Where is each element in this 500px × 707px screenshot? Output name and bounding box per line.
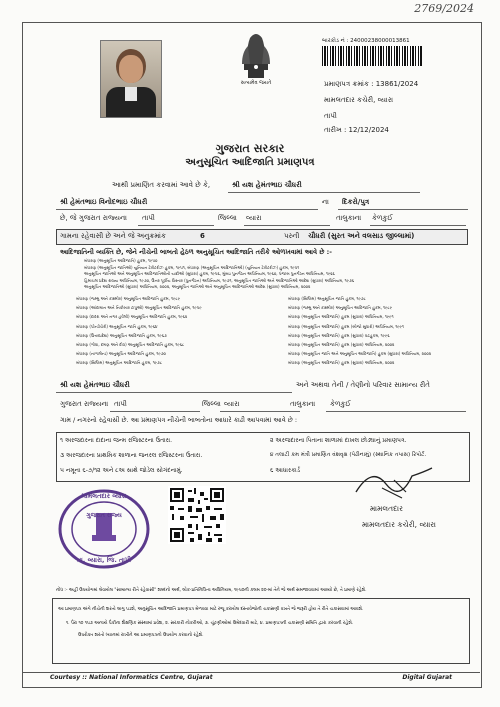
footer-credit: Courtesy :: National Informatics Centre, Gujarat	[50, 674, 213, 681]
seal-top-text: મામલતદાર વ્યારા	[81, 492, 127, 500]
certify-text: આથી પ્રમાણિત કરવામાં આવે છે કે,	[112, 181, 211, 189]
tribe-declaration: આદિજાતિની વ્યક્તિ છે, જેને નીચેની બાબતો હેઠળ અનુસૂચિત આદિજાતિ તરીકે ઓળખવામાં આવે છે :-	[60, 248, 332, 256]
law-reference: બંધારણ (અનુસૂચિત આદિજાતિ) હુકમ, ૧૯૫૦	[84, 258, 158, 263]
law-reference: બંધારણ (અનુસૂચિત જાતિઓ) યુનિયન ટેરીટરીઝ હુકમ, ૧૯૫૧, બંધારણ (અનુસૂચિત આદિજાતિઓ) (યુનિયન ટેરીટરીઝ) હુકમ, ૧૯૫૧	[84, 264, 300, 270]
law-reference: હિમાચલ પ્રદેશ રાજ્ય અધિનિયમ, ૧૯૭૦, ઉત્તર પૂર્વીય વિસ્તાર (પુનર્ગઠન) અધિનિયમ, ૧૯૭૧, અનુસૂચિત જાતિઓ અને આદિજાતિઓ આદેશ (સુધારા) અધિનિયમ, ૧૯૭૬	[84, 277, 354, 283]
state-district-name: વ્યારા	[224, 400, 240, 408]
paranee-text: પરની	[284, 232, 300, 240]
government-title: ગુજરાત સરકાર	[215, 142, 285, 155]
applicant-photo	[100, 40, 162, 118]
condition-item: ૧. પૈરા ૧૦ ૧૫૭ અન્વયે પૈકીના શૈક્ષણિક સંસ્થામાં પ્રવેશ, ૨. સરકારી નોકરીઓ, ૩. ચૂંટણીઓમાં ઉમેદવારી માટે, ૪. પ્રમાણપત્રની ચકાસણી સમિતિ દ્વારા કરવાની રહેશે.	[66, 621, 354, 626]
district-label: જિલ્લા	[218, 214, 237, 222]
law-reference: બંધારણ (જમ્મુ અને કાશ્મીર) અનુસૂચિત આદિજાતિ હુકમ, ૧૯૮૯	[76, 296, 181, 301]
law-reference: બંધારણ (અનુસૂચિત આદિજાતિ) હુકમ (સુધારા) અધિનિયમ, ૨૦૦૨	[288, 360, 395, 366]
state-text: છે, જે ગુજરાત રાજ્યના	[60, 214, 127, 222]
taluka-label: તાલુકાના	[336, 214, 362, 222]
note-2: આ પ્રમાણપત્ર અંગે નીચેની શરતો લાગુ પડશે, અનુસૂચિત આદિજાતિ પ્રમાણપત્ર મેળવવા માટે રજૂ કરાયેલ દસ્તાવેજોની ચકાસણી વખતે જે જરૂરી હોય તે રીતે ચકાસવામાં આવશે.	[58, 607, 364, 612]
emblem-caption: સત્યમેવ જયતે	[240, 80, 272, 86]
law-reference: બંધારણ (આંદામાન અને નિકોબાર ટાપુઓ) અનુસૂચિત આદિજાતિ હુકમ, ૧૯૫૯	[76, 305, 202, 311]
law-reference: બંધારણ (પોન્ડીચેરી) અનુસૂચિત જાતિ હુકમ, ૧૯૬૪	[76, 323, 158, 329]
law-reference: બંધારણ (સિક્કિમ) અનુસૂચિત આદિજાતિ હુકમ, ૧૯૭૮	[76, 360, 163, 366]
law-reference: બંધારણ (દાદરા અને નગર હવેલી) અનુસૂચિત આદિજાતિ હુકમ, ૧૯૬૨	[76, 314, 188, 320]
applicant-name: શ્રી યશ હેમંતભાઇ ચૌધરી	[232, 181, 302, 189]
basis-item: ૨ અરજદારના પિતાના શાળામાં દાખલ છોડ્યાનું પ્રમાણપત્ર.	[270, 437, 407, 444]
footer-brand: Digital Gujarat	[402, 674, 452, 681]
barcode-number: બારકોડ નં : 24000238000013861	[322, 38, 410, 44]
father-name: શ્રી હેમંતભાઇ વિનોદભાઇ ચૌધરી	[60, 198, 148, 206]
district-value: તાપી	[142, 214, 155, 222]
state-taluka-label: તાલુકાના	[290, 400, 316, 408]
certificate-title: અનુસૂચિત આદિજાતિ પ્રમાણપત્ર	[185, 157, 315, 168]
state-label: ગુજરાત રાજ્યના	[60, 400, 109, 408]
law-reference: બંધારણ (અનુસૂચિત જાતિ અને અનુસૂચિત આદિજાતિ) હુકમ (સુધારા) અધિનિયમ, ૨૦૦૨	[288, 351, 432, 357]
state-emblem-icon	[236, 28, 276, 80]
family-text: અને અથવા તેની / તેણીનો પરિવાર સામાન્ય રીતે	[296, 381, 430, 389]
note-1: નોંધ :- અહીં ઉપયોગમાં લેવાયેલ "સામાન્ય રીતે રહેવાસી" શબ્દનો અર્થ, લોક-પ્રતિનિધિત્વ અધિનિયમ, ૧૯૫૦ની કલમ ૨૦-માં તેને જે અર્થ સમજાવવામાં આવ્યો છે, તે પ્રમાણે રહેશે.	[56, 588, 367, 593]
law-reference: બંધારણ (અનુસૂચિત આદિજાતિ) હુકમ (સુધારા) વટહુકમ, ૧૯૯૬	[288, 332, 390, 338]
state-district: તાપી	[114, 400, 127, 408]
basis-item: ૩ અરજદારના પ્રાથમિક શાળાના જનરલ રજિસ્ટરના ઉતારા.	[60, 452, 203, 459]
issue-date: તારીખ : 12/12/2024	[324, 126, 389, 134]
barcode	[322, 46, 422, 66]
law-reference: બંધારણ (ઉત્તરપ્રદેશ) અનુસૂચિત આદિજાતિ હુકમ, ૧૯૬૭	[76, 332, 167, 338]
signatory-title: મામલતદાર	[370, 504, 403, 513]
seal-mid-text: ગુજરાત રાજ્ય	[86, 512, 122, 519]
seal-bottom-text: તા. વ્યારા, જિ. તાપી	[76, 556, 132, 564]
caste-name: ચૌધરી (સુરત અને વલસાડ જીલ્લામાં)	[308, 232, 415, 240]
law-reference: બંધારણ (અનુસૂચિત આદિજાતિ) હુકમ (બીજો સુધારો) અધિનિયમ, ૧૯૯૧	[288, 323, 404, 329]
law-reference: બંધારણ (ગોવા, દમણ અને દીવ) અનુસૂચિત આદિજાતિ હુકમ, ૧૯૬૮	[76, 342, 185, 347]
law-reference: બંધારણ (અનુસૂચિત આદિજાતિ) હુકમ (સુધારા) અધિનિયમ, ૧૯૯૧	[288, 314, 394, 320]
law-reference: બંધારણ (નાગાલેન્ડ) અનુસૂચિત આદિજાતિ હુકમ, ૧૯૭૦	[76, 351, 166, 357]
signature-icon	[352, 462, 436, 502]
issuing-taluka: તાપી	[324, 112, 337, 120]
condition-item: ઉપરોક્ત શરતો ધ્યાનમાં રાખીને આ પ્રમાણપત્રનો ઉપયોગ કરવાનો રહેશે.	[78, 633, 204, 638]
village-value: કેળકુઈ	[372, 214, 393, 222]
holder-name: શ્રી યશ હેમંતભાઇ ચૌધરી	[60, 381, 130, 389]
residence-text: ગામ / નગરનો રહેવાસી છે. આ પ્રમાણપત્ર નીચેની બાબતોના આધારે કાઢી આપવામાં આવે છે :	[60, 416, 298, 424]
na-label: ના	[322, 198, 329, 206]
law-reference: અનુસૂચિત આદિજાતિઓ (સુધારા) અધિનિયમ, ૨૦૦૨, અનુસૂચિત જાતિઓ અને અનુસૂચિત આદિજાતિઓ આદેશ (સુધારા) અધિનિયમ, ૨૦૦૨	[84, 284, 311, 290]
basis-item: ૧ અરજદારના દાદાના જન્મ રજિસ્ટરના ઉતારા.	[60, 437, 173, 444]
basis-item: ૬ આધારકાર્ડ	[270, 467, 301, 474]
law-reference: બંધારણ (જમ્મુ અને કાશ્મીર) અનુસૂચિત આદિજાતિ હુકમ, ૧૯૮૯	[288, 305, 393, 311]
village-row-text: ગામના રહેવાસી છે અને જે અનુક્રમાંક	[60, 232, 166, 240]
law-reference: અનુસૂચિત જાતિઓ અને અનુસૂચિત આદિજાતિઓની યાદીઓ (સુધારા) હુકમ, ૧૯૫૬, મુંબઇ પુનર્ગઠન અધિનિયમ, ૧૯૬૦, પંજાબ પુનર્ગઠન અધિનિયમ, ૧૯૬૬	[84, 271, 335, 277]
signatory-office: મામલતદાર કચેરી, વ્યારા	[362, 520, 437, 529]
basis-item: ૫ નમૂના ૬-૭/૧૨ અને ૮અ સાથે જોડેલ સોગંદનામું.	[60, 467, 183, 474]
law-reference: બંધારણ (સિક્કિમ) અનુસૂચિત જાતિ હુકમ, ૧૯૭૮	[288, 296, 366, 301]
law-reference: બંધારણ (અનુસૂચિત આદિજાતિ) હુકમ (સુધારા) અધિનિયમ, ૨૦૦૨	[288, 342, 395, 347]
certificate-number: પ્રમાણપત્ર ક્રમાંક : 13861/2024	[324, 80, 419, 88]
state-district-label: જિલ્લા	[202, 400, 221, 408]
serial-number: 6	[200, 232, 205, 240]
district-name: વ્યારા	[246, 214, 262, 222]
basis-item: ૪ તલાટી કમ મંત્રી પ્રમાણિત વંશવૃક્ષ (પેઢીનામું) (સ્થાનિક તપાસ) રિપોર્ટ.	[270, 452, 427, 458]
issuing-office: મામલતદાર કચેરી, વ્યારા	[324, 96, 394, 104]
state-village: કેળકુઈ	[330, 400, 351, 408]
qr-code-icon	[168, 486, 226, 544]
handwritten-reference: 2769/2024	[414, 2, 474, 15]
relation: દિકરો/પુત્ર	[342, 198, 370, 206]
